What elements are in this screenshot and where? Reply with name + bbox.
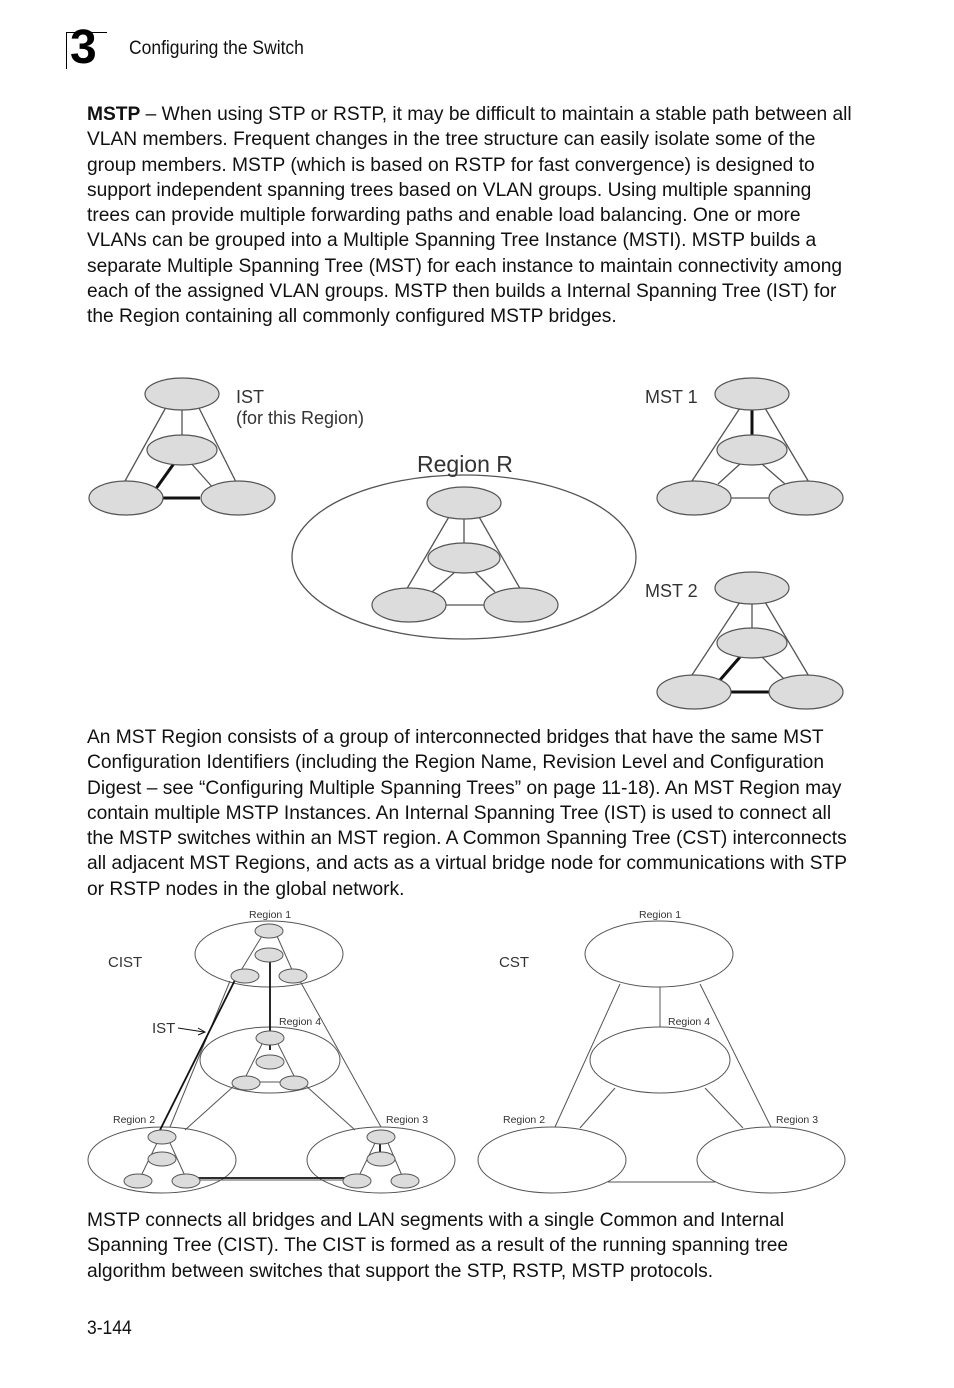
bridge-node xyxy=(657,481,731,515)
paragraph-mst-region: An MST Region consists of a group of interconnected bridges that have the same MST Configuration Identifiers (including the Region Name, Revision Level and Configuration Digest – see “Configuring Multiple Spanning Trees” on page 11-18). An MST Region may contain multiple MSTP Instances. An Internal Spanning Tree (IST) is used to connect all the MSTP switches within an MST region. A Common Spanning Tree (CST) interconnects all adjacent MST Regions, and acts as a virtual bridge node for communications with STP or RSTP nodes in the global network. xyxy=(87,727,847,900)
bridge-node xyxy=(717,628,787,658)
label-region-r: Region R xyxy=(417,451,513,477)
label-ist: IST xyxy=(236,387,265,407)
label-ist-fig2: IST xyxy=(152,1020,176,1037)
label-region4-left: Region 4 xyxy=(279,1016,322,1028)
bridge-node xyxy=(372,588,446,622)
bridge-node xyxy=(657,675,731,709)
bridge-node xyxy=(427,487,501,519)
term-mstp: MSTP xyxy=(87,104,141,125)
label-mst1: MST 1 xyxy=(645,387,698,407)
label-region3-left: Region 3 xyxy=(386,1114,429,1126)
chapter-number: 3 xyxy=(70,21,96,74)
bridge-node xyxy=(89,481,163,515)
label-region4-right: Region 4 xyxy=(668,1016,711,1028)
bridge-node xyxy=(201,481,275,515)
label-region2-left: Region 2 xyxy=(113,1114,156,1126)
bridge-node xyxy=(769,675,843,709)
paragraph-cist: MSTP connects all bridges and LAN segments with a single Common and Internal Spanning Tree (CIST). The CIST is formed as a result of the running spanning tree algorithm between switches that support the STP, RSTP, MSTP protocols. xyxy=(87,1210,789,1282)
bridge-node xyxy=(147,435,217,465)
bridge-node xyxy=(428,543,500,573)
label-region3-right: Region 3 xyxy=(776,1114,819,1126)
label-cist: CIST xyxy=(108,954,143,971)
bridge-node xyxy=(769,481,843,515)
bridge-node xyxy=(715,378,789,410)
bridge-node xyxy=(145,378,219,410)
label-region2-right: Region 2 xyxy=(503,1114,546,1126)
bridge-node xyxy=(484,588,558,622)
label-cst: CST xyxy=(499,954,529,971)
label-ist-sub: (for this Region) xyxy=(236,408,365,428)
label-region1-right: Region 1 xyxy=(639,909,682,921)
label-mst2: MST 2 xyxy=(645,581,698,601)
label-region1-left: Region 1 xyxy=(249,909,292,921)
bridge-node xyxy=(717,435,787,465)
chapter-title: Configuring the Switch xyxy=(129,38,304,59)
paragraph-mstp-text: – When using STP or RSTP, it may be difficult to maintain a stable path between all VLAN members. Frequent changes in the tree structure can easily isolate some of the group members. MSTP (which is based on RSTP for fast convergence) is designed to support independent spanning trees based on VLAN groups. Using multiple spanning trees can provide multiple forwarding paths and enable load balancing. One or more VLANs can be grouped into a Multiple Spanning Tree Instance (MSTI). MSTP builds a separate Multiple Spanning Tree (MST) for each instance to maintain connectivity among each of the assigned VLAN groups. MSTP then builds a Internal Spanning Tree (IST) for the Region containing all commonly configured MSTP bridges. xyxy=(87,104,852,328)
bridge-node xyxy=(715,572,789,604)
page-number: 3-144 xyxy=(87,1318,132,1339)
